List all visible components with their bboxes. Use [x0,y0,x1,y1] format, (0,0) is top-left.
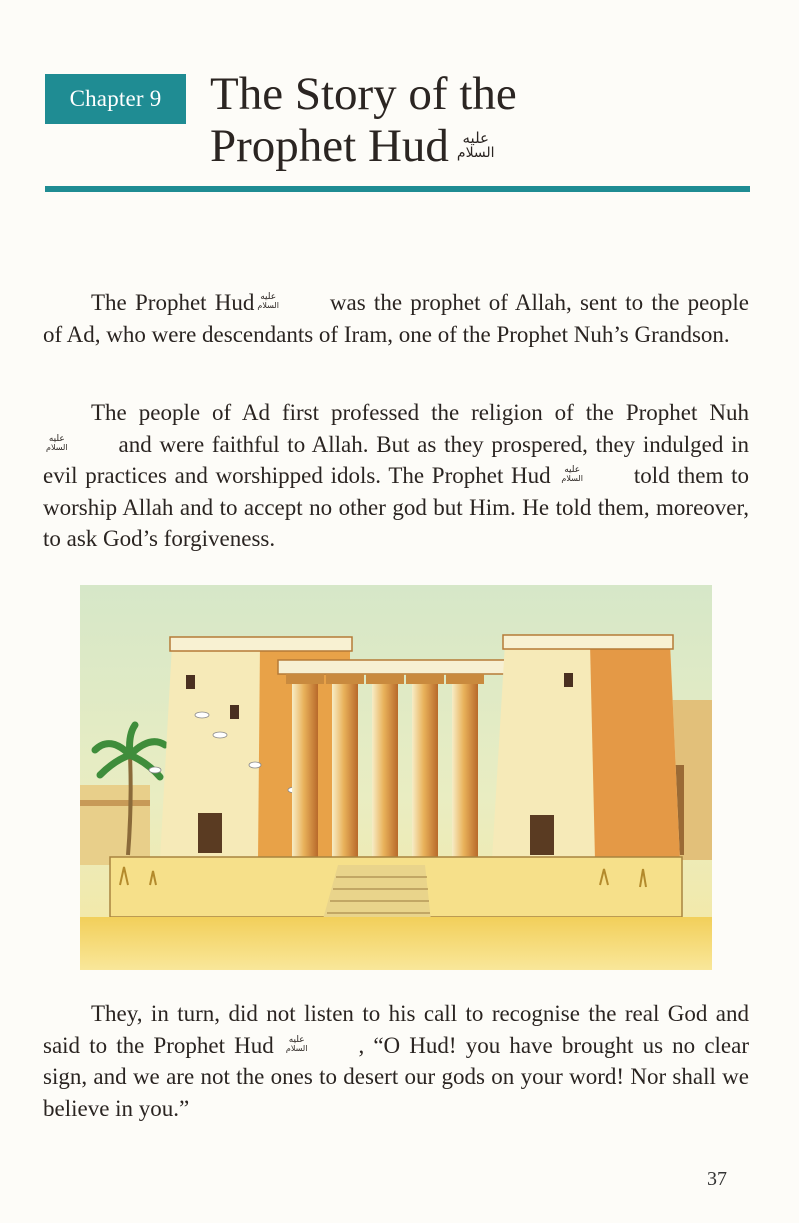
window [186,675,195,689]
honorific-bottom: السلام [285,1043,308,1053]
bg-building [80,800,150,806]
paragraph-1 [43,287,749,350]
page-title [210,68,730,172]
left-pylon-cornice [170,637,352,651]
title-line-1: The Story of the [210,68,517,120]
doorway [530,815,554,855]
p3-text-a: They, in turn, did not listen to his call to recognise the real God and said to the Prophet Hud [43,1001,749,1058]
temple-illustration [80,585,712,970]
title-line-2 [210,120,730,172]
honorific-inline [561,466,631,483]
honorific-bottom: السلام [456,144,495,161]
title-divider [45,186,750,192]
honorific-top: عليه [288,1034,305,1045]
window [230,705,239,719]
window [564,673,573,687]
paragraph-2 [43,397,749,555]
page-number: 37 [707,1168,727,1190]
bg-building [80,785,150,865]
honorific-inline [257,293,327,310]
title-line-2-text: Prophet Hud [210,120,449,172]
ground [80,917,712,970]
p1-text-a: The Prophet Hud [91,290,255,315]
p2-text-a: The people of Ad first professed the religion of the Prophet Nuh [91,400,749,425]
chapter-label: Chapter 9 [69,86,162,111]
p1-text-b: was the prophet of Allah, sent to the people of Ad, who were descendants of Iram, one of the Prophet Nuh’s Grandson. [43,290,749,347]
paragraph-3 [43,998,749,1124]
honorific-calligraphy [456,128,495,161]
right-pylon-cornice [503,635,673,649]
honorific-top: عليه [260,292,277,302]
p3-text-b: , “O Hud! you have brought us no clear sign, and we are not the ones to desert our gods on your word! Nor shall we believe in you.” [43,1032,749,1121]
honorific-inline [286,1036,356,1053]
columns [286,674,484,859]
honorific-bottom: السلام [561,474,583,483]
right-pylon-shade [590,643,680,860]
chapter-badge [45,74,186,124]
honorific-top: عليه [48,433,65,444]
colonnade-beam [278,660,510,674]
honorific-top: عليه [564,465,581,475]
p2-text-b: and were faithful to Allah. But as they prospered, they indulged in evil practices and worshipped idols. The Prophet Hud [43,431,749,488]
honorific-top: عليه [462,128,489,147]
doorway [198,813,222,853]
honorific-bottom: السلام [46,442,68,452]
honorific-inline [46,435,116,452]
p2-text-c: told them to worship Allah and to accept no other god but Him. He told them, moreover, to ask God’s forgiveness. [43,463,749,551]
honorific-bottom: السلام [257,301,279,310]
